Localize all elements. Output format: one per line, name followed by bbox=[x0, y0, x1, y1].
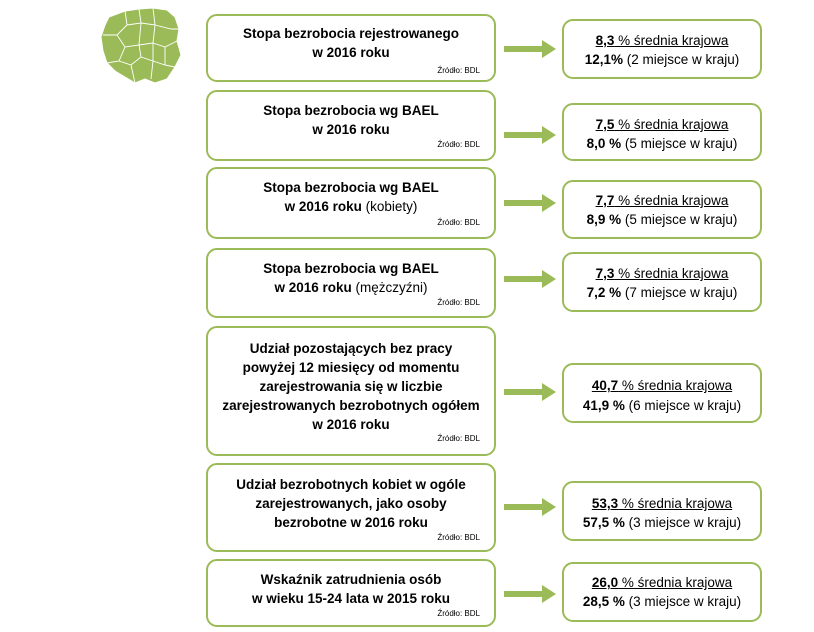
regional-value: 8,0 % bbox=[586, 136, 622, 151]
national-average-label: % średnia krajowa bbox=[614, 193, 729, 208]
value-box bbox=[562, 363, 762, 423]
national-average-label: % średnia krajowa bbox=[618, 575, 733, 590]
indicator-box bbox=[206, 559, 496, 627]
regional-rank: (7 miejsce w kraju) bbox=[621, 285, 738, 300]
indicator-title bbox=[214, 101, 488, 139]
title-line: Wskaźnik zatrudnienia osób bbox=[260, 572, 442, 587]
regional-value: 57,5 % bbox=[582, 515, 625, 530]
title-suffix: (mężczyźni) bbox=[351, 280, 428, 295]
indicator-box bbox=[206, 463, 496, 552]
national-average-line bbox=[564, 191, 760, 210]
title-line: Stopa bezrobocia wg BAEL bbox=[263, 103, 439, 118]
indicator-box bbox=[206, 167, 496, 239]
regional-value: 8,9 % bbox=[586, 212, 622, 227]
title-line: w wieku 15-24 lata w 2015 roku bbox=[251, 591, 451, 606]
title-line: Udział bezrobotnych kobiet w ogóle bbox=[236, 477, 466, 492]
regional-value-line bbox=[564, 513, 760, 532]
regional-rank: (2 miejsce w kraju) bbox=[623, 52, 740, 67]
title-line: Udział pozostających bez pracy bbox=[249, 341, 453, 356]
regional-value-line bbox=[564, 134, 760, 153]
indicator-title bbox=[214, 570, 488, 608]
national-average-value: 8,3 bbox=[595, 33, 615, 48]
national-average-line bbox=[564, 115, 760, 134]
national-average-line bbox=[564, 376, 760, 395]
arrow-right-icon bbox=[502, 381, 558, 403]
arrow-right-icon bbox=[502, 192, 558, 214]
arrow-right-icon bbox=[502, 268, 558, 290]
source-label: Źródło: BDL bbox=[437, 533, 480, 542]
regional-rank: (3 miejsce w kraju) bbox=[624, 515, 742, 530]
indicator-title bbox=[214, 24, 488, 62]
title-line: zarejestrowanych bezrobotnych ogółem bbox=[222, 398, 480, 413]
title-line: w 2016 roku bbox=[312, 122, 390, 137]
title-line: zarejestrowanych, jako osoby bbox=[255, 496, 447, 511]
arrow-right-icon bbox=[502, 38, 558, 60]
regional-value-line bbox=[564, 210, 760, 229]
title-line: Stopa bezrobocia rejestrowanego bbox=[242, 26, 460, 41]
title-line: Stopa bezrobocia wg BAEL bbox=[263, 261, 439, 276]
national-average-value: 7,3 bbox=[595, 266, 615, 281]
national-average-label: % średnia krajowa bbox=[618, 496, 733, 511]
arrow-right-icon bbox=[502, 124, 558, 146]
regional-value-line bbox=[564, 592, 760, 611]
indicator-box bbox=[206, 90, 496, 161]
arrow-right-icon bbox=[502, 583, 558, 605]
national-average-line bbox=[564, 264, 760, 283]
national-average-line bbox=[564, 31, 760, 50]
national-average-value: 7,7 bbox=[595, 193, 615, 208]
indicator-title bbox=[214, 475, 488, 532]
title-line: w 2016 roku bbox=[284, 199, 362, 214]
regional-value: 12,1% bbox=[584, 52, 623, 67]
title-line: bezrobotne w 2016 roku bbox=[274, 515, 428, 530]
national-average-line bbox=[564, 494, 760, 513]
title-line: w 2016 roku bbox=[312, 45, 390, 60]
source-label: Źródło: BDL bbox=[437, 218, 480, 227]
value-box bbox=[562, 252, 762, 312]
national-average-value: 53,3 bbox=[591, 496, 619, 511]
national-average-value: 40,7 bbox=[591, 378, 619, 393]
regional-rank: (6 miejsce w kraju) bbox=[624, 398, 742, 413]
indicator-box bbox=[206, 248, 496, 318]
value-box bbox=[562, 562, 762, 622]
value-box bbox=[562, 481, 762, 541]
title-line: powyżej 12 miesięcy od momentu bbox=[242, 360, 460, 375]
arrow-right-icon bbox=[502, 496, 558, 518]
source-label: Źródło: BDL bbox=[437, 140, 480, 149]
title-line: w 2016 roku bbox=[274, 280, 352, 295]
poland-map-icon bbox=[95, 5, 187, 87]
value-box bbox=[562, 103, 762, 161]
regional-value: 41,9 % bbox=[582, 398, 625, 413]
regional-value-line bbox=[564, 396, 760, 415]
source-label: Źródło: BDL bbox=[437, 298, 480, 307]
value-box bbox=[562, 19, 762, 79]
indicator-title bbox=[214, 259, 488, 297]
regional-value: 28,5 % bbox=[582, 594, 625, 609]
national-average-label: % średnia krajowa bbox=[618, 378, 733, 393]
national-average-label: % średnia krajowa bbox=[614, 266, 729, 281]
national-average-label: % średnia krajowa bbox=[614, 117, 729, 132]
national-average-label: % średnia krajowa bbox=[614, 33, 729, 48]
regional-value-line bbox=[564, 50, 760, 69]
title-suffix: (kobiety) bbox=[361, 199, 418, 214]
indicator-box bbox=[206, 14, 496, 82]
regional-value-line bbox=[564, 283, 760, 302]
title-line: w 2016 roku bbox=[312, 417, 390, 432]
indicator-title bbox=[214, 178, 488, 216]
national-average-value: 26,0 bbox=[591, 575, 619, 590]
indicator-title bbox=[214, 339, 488, 434]
source-label: Źródło: BDL bbox=[437, 609, 480, 618]
title-line: Stopa bezrobocia wg BAEL bbox=[263, 180, 439, 195]
regional-rank: (5 miejsce w kraju) bbox=[621, 212, 738, 227]
source-label: Źródło: BDL bbox=[437, 66, 480, 75]
regional-rank: (5 miejsce w kraju) bbox=[621, 136, 738, 151]
regional-rank: (3 miejsce w kraju) bbox=[624, 594, 742, 609]
indicator-box bbox=[206, 326, 496, 456]
source-label: Źródło: BDL bbox=[437, 434, 480, 443]
value-box bbox=[562, 180, 762, 239]
regional-value: 7,2 % bbox=[586, 285, 622, 300]
national-average-line bbox=[564, 573, 760, 592]
national-average-value: 7,5 bbox=[595, 117, 615, 132]
title-line: zarejestrowania się w liczbie bbox=[259, 379, 443, 394]
